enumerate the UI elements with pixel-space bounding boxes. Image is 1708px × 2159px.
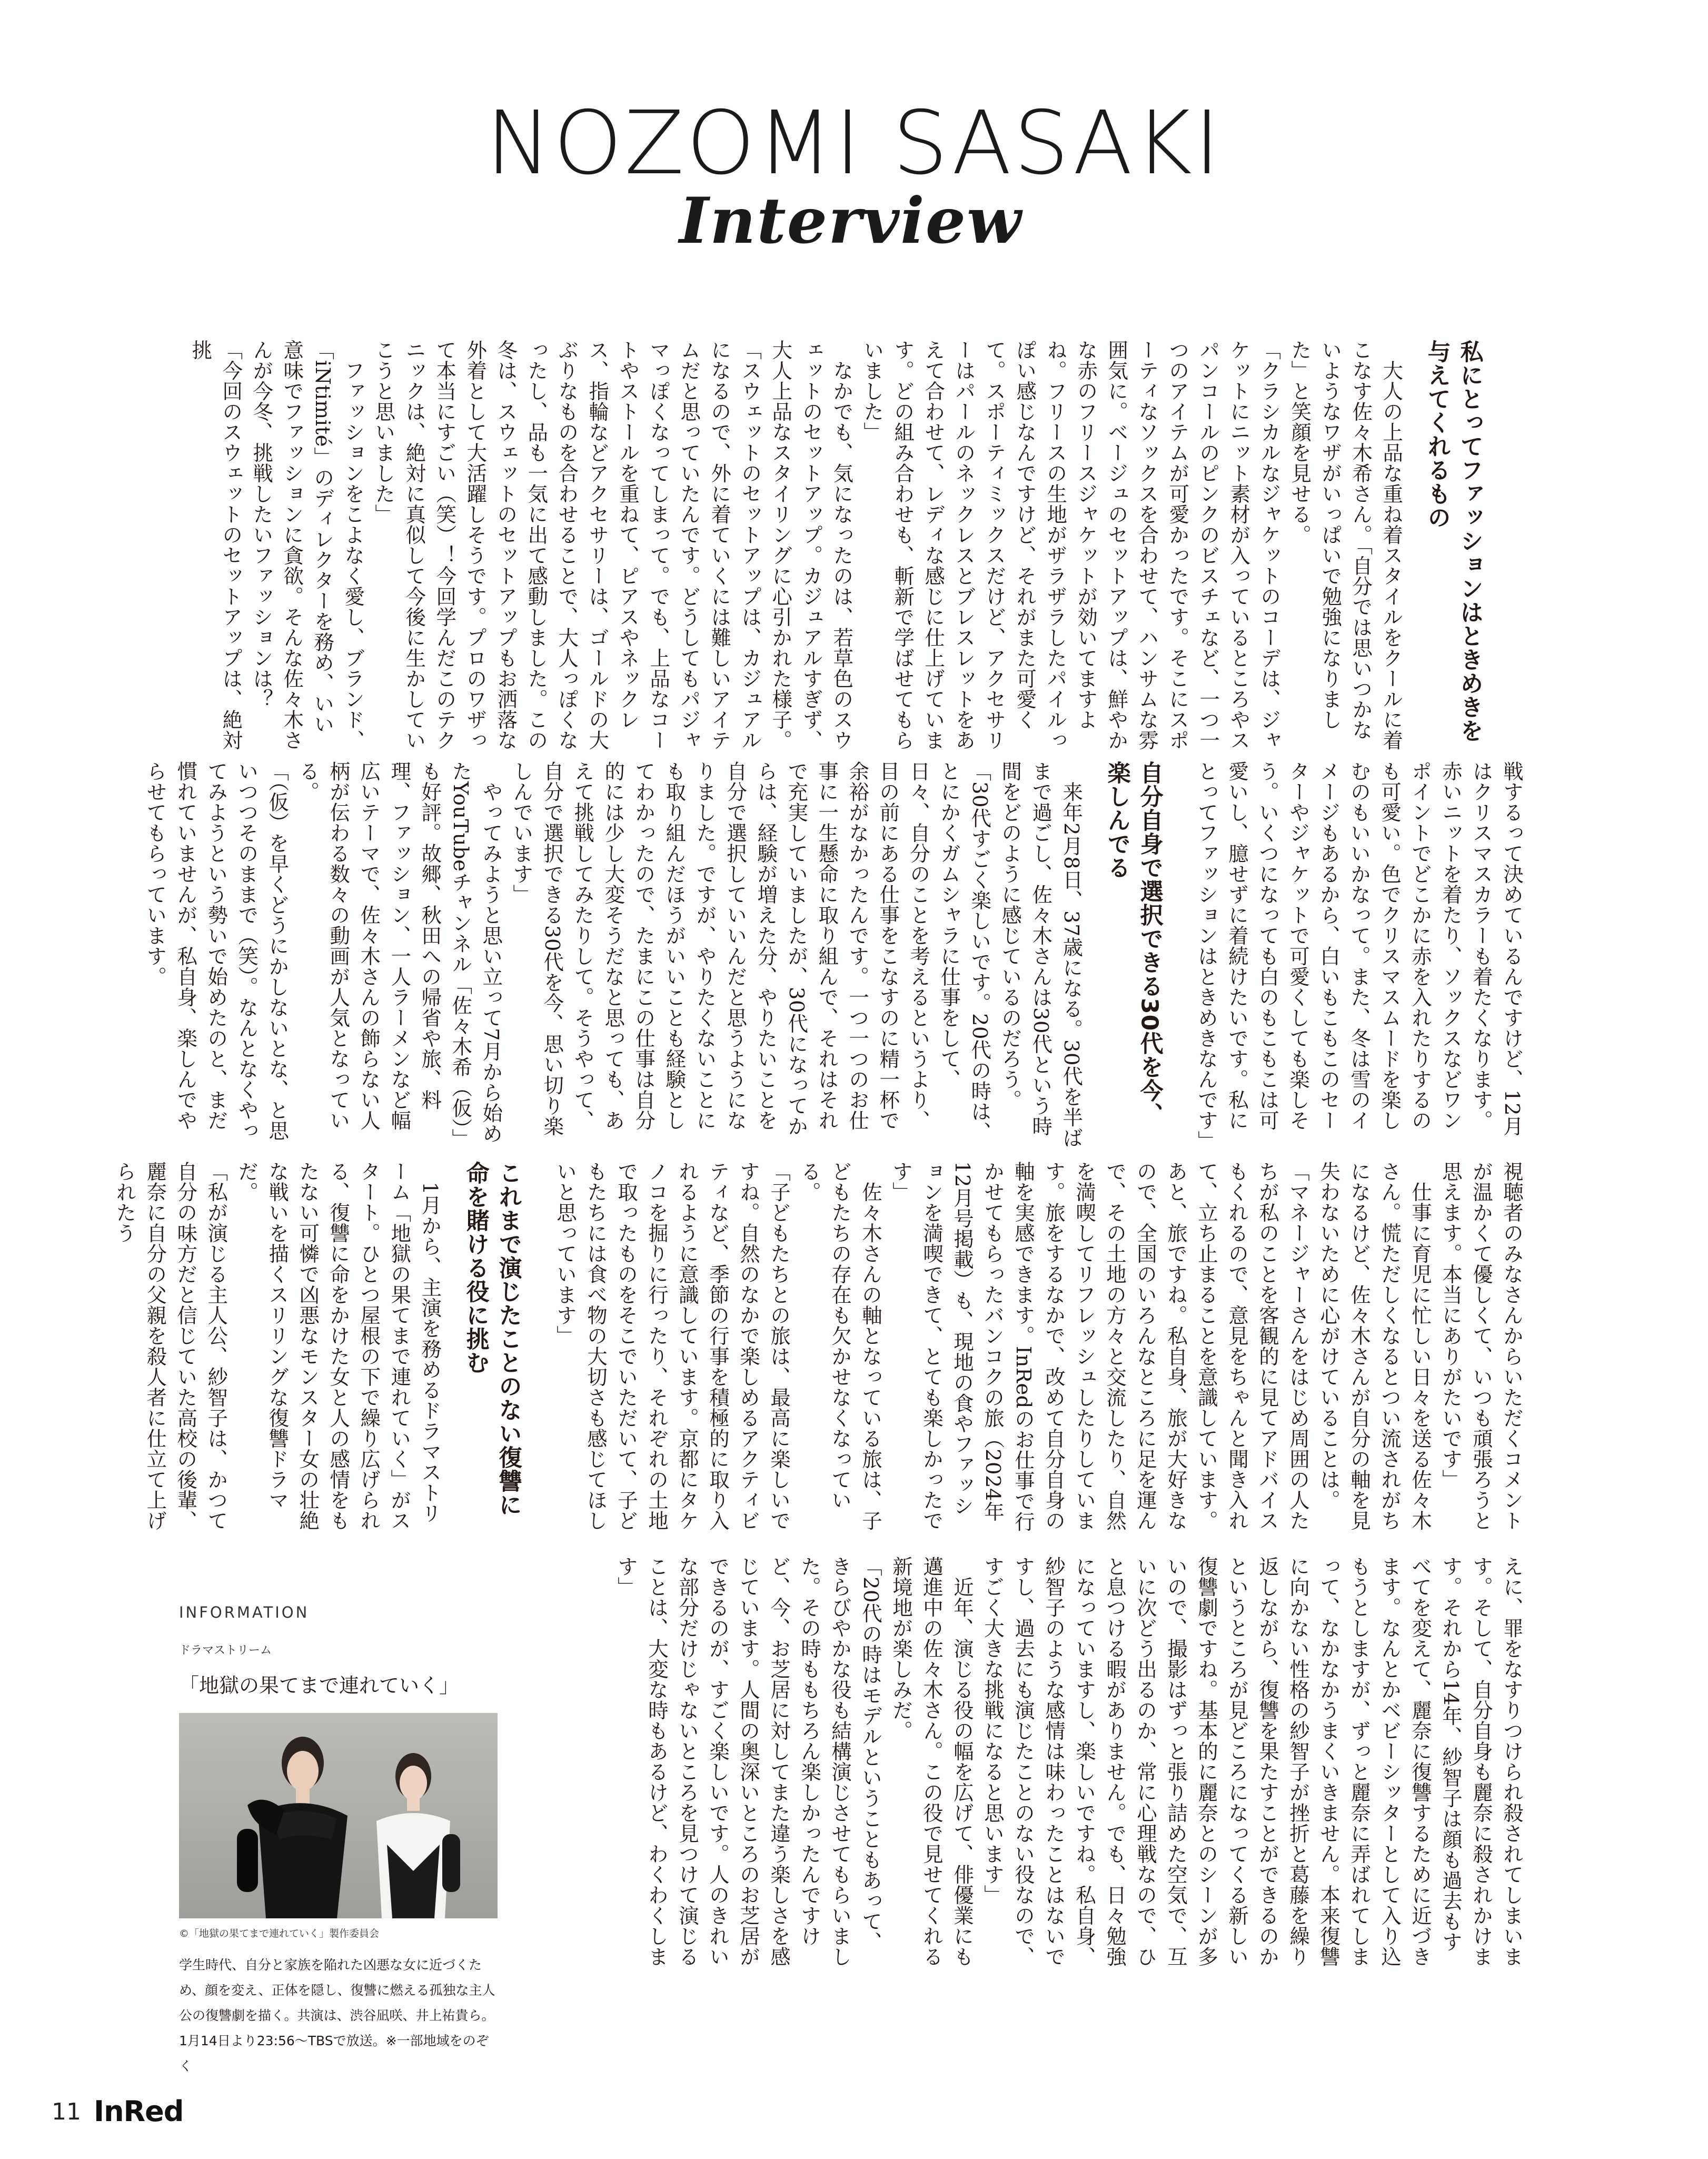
paragraph: 近年、演じる役の幅を広げて、俳優業にも邁進中の佐々木さん。この役で見せてくれる新境地が楽しみだ。 [889,1556,974,1967]
page-title: NOZOMI SASAKI [486,93,1222,194]
paragraph: 大人の上品な重ね着スタイルをクールに着こなす佐々木希さん。「自分では思いつかないようなワザがいっぱいで勉強になりました」と笑顔を見せる。 [1288,340,1404,750]
paragraph: 仕事に育児に忙しい日々を送る佐々木さん。慌ただしくなるとつい流されがちになるけど、佐々木さんが自分の軸を見失わないために心がけていることは。 [1317,1161,1432,1531]
paragraph: なかでも、気になったのは、若草色のスウェットのセットアップ。カジュアルすぎず、大人上品なスタイリングに心引かれた様子。「スウェットのセットアップは、カジュアルになるので、外に着ていくには難しいアイテムだと思っていたんです。どうしてもパジャマっぽくなってしまって。でも、上品なコートやストールを重ねて、ピアスやネックレス、指輪などアクセサリーは、ゴールドの大ぶりなものを合わせることで、大人っぽくなったし、品も一気に出て感動しました。この冬は、スウェットのセットアップもお洒落な外着として大活躍しそうです。プロのワザって本当にすごい（笑）！今回学んだこのテクニックは、絶対に真似して今後に生かしていこうと思いました」 [372,340,854,750]
paragraph: 「マネージャーさんをはじめ周囲の人たちが私のことを客観的に見てアドバイスもくれるので、意見をちゃんと聞き入れて、立ち止まることを意識しています。あと、旅ですね。私自身、旅が大好きなので、全国のいろんなところに足を運んで、その土地の方々と交流したり、自然を満喫してリフレッシュしたりしています。旅をするなかで、改めて自分自身の軸を実感できます。InRedのお仕事で行かせてもらったバンコクの旅（2024年12月号掲載）も、現地の食やファッションを満喫できて、とても楽しかったです」 [889,1161,1310,1532]
drama-promo-photo [179,1713,498,1918]
program-title: 「地獄の果てまで連れていく」 [179,1674,460,1697]
paragraph: 1月から、主演を務めるドラマストリーム「地獄の果てまで連れていく」がスタート。ひとつ屋根の下で繰り広げられる、復讐に命をかけた女と人の感情をもたない可憐で凶悪なモンスター女の壮絶な戦いを描くスリリングな復讐ドラマだ。 [235,1161,442,1531]
paragraph: 「子どもたちとの旅は、最高に楽しいですね。自然のなかで楽しめるアクティビティなど、季節の行事を積極的に取り入れるように意識しています。京都にタケノコを掘りに行ったり、それぞれの土地で取ったものをそこでいただいて、子どもたちには食べ物の大切さも感じてほしいと思っています」 [553,1161,791,1531]
paragraph: 「今回のスウェットのセットアップは、絶対挑 [188,340,243,750]
photo-credit: ©「地獄の果てまで連れていく」製作委員会 [179,1928,380,1939]
paragraph: 佐々木さんの軸となっている旅は、子どもたちの存在も欠かせなくなっている。 [798,1161,882,1531]
article-band-1 [142,340,1511,750]
program-type: ドラマストリーム [179,1644,272,1657]
information-label: INFORMATION [179,1603,310,1621]
paragraph: 来年2月8日、37歳になる。30代を半ばまで過ごし、佐々木さんは30代という時間をどのように感じているのだろう。 [998,761,1084,1148]
paragraph: 「私が演じる主人公、紗智子は、かつて自分の味方だと信じていた高校の後輩、麗奈に自分の父親を殺人者に仕立て上げられたう [113,1161,229,1531]
paragraph: 視聴者のみなさんからいただくコメントが温かくて優しくて、いつも頑張ろうと思えます。本当にありがたいです」 [1439,1161,1524,1531]
page-subtitle: Interview [679,184,1022,258]
article-band-3 [113,1161,1527,1535]
paragraph: 「クラシカルなジャケットのコーデは、ジャケットにニット素材が入っているところやスパンコールのピンクのビスチェなど、一つ一つのアイテムが可愛かったです。そこにスポーティなソックスを合わせて、ハンサムな雰囲気に。ベージュのセットアップは、鮮やかな赤のフリースジャケットが効いてますよね。フリースの生地がザラザラしたパイルっぽい感じなんですけど、それがまた可愛くて。スポーティミックスだけど、アクセサリーはパールのネックレスとブレスレットをあえて合わせて、レディな感じに仕上げています。どの組み合わせも、斬新で学ばせてもらいました」 [860,340,1282,750]
program-description: 学生時代、自分と家族を陥れた凶悪な女に近づくため、顔を変え、正体を隠し、復讐に燃える孤独な主人公の復讐劇を描く。共演は、渋谷凪咲、井上祐貴ら。1月14日より23:56〜TBSで放送。※一部地域をのぞく [179,1957,495,2074]
section-heading: 自分自身で選択できる30代を今、楽しんでる [1103,761,1163,1126]
paragraph: ファッションをこよなく愛し、ブランド、「iNtimité」のディレクターを務め、いい意味でファッションに貪欲。そんな佐々木さんが今冬、挑戦したいファッションは？ [250,340,365,750]
section-heading: これまで演じたことのない復讐に命を賭ける役に挑む [462,1161,522,1517]
article-band-4 [524,1556,1527,1972]
paragraph: えに、罪をなすりつけられ殺されてしまいます。そして、自分自身も麗奈に殺されかけます。それから14年、紗智子は顔も過去もすべてを変えて、麗奈に復讐するために近づきます。なんとかベビーシッターとして入り込もうとしますが、ずっと麗奈に弄ばれてしまって、なかなかうまくいきません。本来復讐に向かない性格の紗智子が挫折と葛藤を繰り返しながら、復讐を果たすことができるのかというところが見どころになってくる新しい復讐劇ですね。基本的に麗奈とのシーンが多いので、撮影はずっと張り詰めた空気で、互いに次どう出るのか、常に心理戦なので、ひと息つける暇がありません。でも、日々勉強になっていますし、楽しいですね。私自身、紗智子のような感情は味わったことはないですし、過去にも演じたことのない役なので、すごく大きな挑戦になると思います」 [981,1556,1524,1967]
paragraph: 「20代の時はモデルということもあって、きらびやかな役も結構演じさせてもらいました。その時ももちろん楽しかったんですけど、今、お芝居に対してまた違う楽しさを感じています。人間の奥深いところのお芝居ができるのが、すごく楽しいです。人のきれいな部分だけじゃないところを見つけて演じることは、大変な時もあるけど、わくわくします」 [614,1556,882,1967]
paragraph: やってみようと思い立って7月から始めたYouTubeチャンネル「佐々木希（仮）」も好評。故郷、秋田への帰省や旅、料理、ファッション、一人ラーメンなど幅広いテーマで、佐々木さんの飾らない人柄が伝わる数々の動画が人気となっている。 [296,761,503,1144]
cast-photo-illustration [179,1713,498,1918]
magazine-logo: InRed [94,2095,184,2128]
section-heading: 私にとってファッションはときめきを与えてくれるもの [1423,340,1483,742]
page-number: 11 [52,2098,81,2125]
paragraph: 「（仮）を早くどうにかしないとな、と思いつつそのままで（笑）。なんとなくやってみようという勢いで始めたのと、まだ慣れていませんが、私自身、楽しんでやらせてもらっています。 [143,761,290,1141]
information-box [179,1603,498,2079]
article-band-2 [142,761,1527,1151]
paragraph: 戦するって決めているんですけど、12月はクリスマスカラーも着たくなります。赤いニットを着たり、ソックスなどワンポイントでどこかに赤を入れたりするのも可愛い。色でクリスマスムードを楽しむのもいいかなって。また、冬は雪のイメージもあるから、白いもこもこのセーターやジャケットで可愛くしても楽しそう。いくつになっても白のもこもこは可愛いし、臆せずに着続けたいです。私にとってファッションはときめきなんです」 [1195,761,1524,1151]
paragraph: 「30代すごく楽しいです。20代の時は、とにかくガムシャラに仕事をして、日々、自分のことを考えるというより、目の前にある仕事をこなすのに精一杯で余裕がなかったんです。一つ一つのお仕事に一生懸命に取り組んで、それはそれで充実していましたが、30代になってからは、経験が増えた分、やりたいことを自分で選択していいんだと思うようになりました。ですが、やりたくないことにも取り組んだほうがいいことも経験としてわかったので、たまにこの仕事は自分的には少し大変そうだなと思っても、あえて挑戦してみたりして。そうやって、自分で選択できる30代を今、思い切り楽しんでいます」 [510,761,992,1142]
